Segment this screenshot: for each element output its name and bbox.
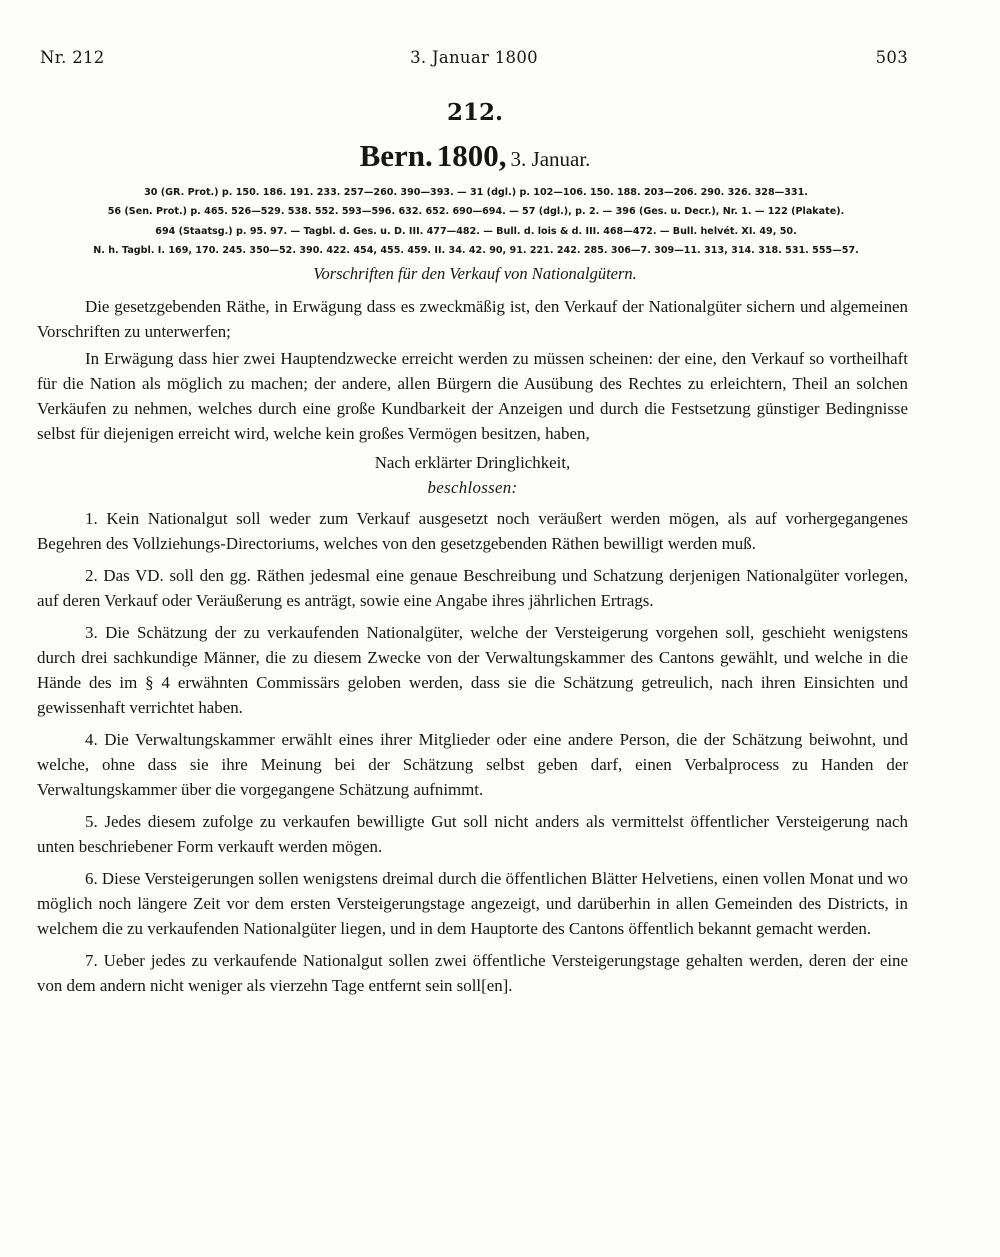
entry-place: Bern.: [359, 138, 433, 173]
document-subtitle: Vorschriften für den Verkauf von Nationalgütern.: [313, 264, 637, 283]
header-date: 3. Januar 1800: [410, 48, 538, 67]
article-paragraph: 5. Jedes diesem zufolge zu verkaufen bewilligte Gut soll nicht anders als vermittelst öffentlicher Versteigerung nach unten beschriebener Form verkauft werden mögen.: [37, 812, 908, 856]
running-header: [40, 48, 908, 72]
entry-number: 212.: [446, 99, 504, 126]
source-line: N. h. Tagbl. I. 169, 170. 245. 350—52. 390. 422. 454, 455. 459. II. 34. 42. 90, 91. 221. 242. 285. 306—7. 309—11. 313, 314. 318. 531. 555—57.: [93, 245, 859, 257]
entry-title: [0, 138, 950, 180]
urgency-clause: Nach erklärter Dringlichkeit,: [374, 453, 571, 472]
source-line: 694 (Staatsg.) p. 95. 97. — Tagbl. d. Ges. u. D. III. 477—482. — Bull. d. lois & d. III. 468—472. — Bull. helvét. XI. 49, 50.: [155, 225, 797, 237]
entry-year: 1800,: [436, 138, 507, 173]
page-number: 503: [875, 48, 908, 67]
article-paragraph: 4. Die Verwaltungskammer erwählt eines ihrer Mitglieder oder eine andere Person, die der Schätzung beiwohnt, und welche, ohne dass sie ihre Meinung bei der Schätzung selbst geben darf, einen Verbalprocess zu Handen der Verwaltungskammer über die vorgegangene Schätzung aufnimmt.: [37, 730, 908, 799]
article-paragraph: 6. Diese Versteigerungen sollen wenigstens dreimal durch die öffentlichen Blätter Helvetiens, einen vollen Monat und wo möglich noch längere Zeit vor dem ersten Versteigerungstage angezeigt, und darüberhin in allen Gemeinden des Districts, in welchem die zu verkaufenden Nationalgüter liegen, und in dem Hauptorte des Cantons öffentlich bekannt gemacht werden.: [37, 869, 908, 938]
decided-clause: beschlossen:: [427, 478, 518, 497]
preamble-paragraph: Die gesetzgebenden Räthe, in Erwägung dass es zweckmäßig ist, den Verkauf der Nationalgüter sichern und algemeinen Vorschriften zu unterwerfen;: [37, 297, 908, 341]
source-references: [36, 183, 916, 261]
source-line: 56 (Sen. Prot.) p. 465. 526—529. 538. 552. 593—596. 632. 652. 690—694. — 57 (dgl.), p. 2. — 396 (Ges. u. Decr.), Nr. 1. — 122 (Plakate).: [107, 206, 845, 218]
source-line: 30 (GR. Prot.) p. 150. 186. 191. 233. 257—260. 390—393. — 31 (dgl.) p. 102—106. 150. 188. 203—206. 290. 326. 328—331.: [144, 187, 808, 198]
article-paragraph: 3. Die Schätzung der zu verkaufenden Nationalgüter, welche der Versteigerung vorgehen soll, geschieht wenigstens durch drei sachkundige Männer, die zu diesem Zwecke von der Verwaltungskammer des Cantons gewählt, und welche in die Hände des im § 4 erwähnten Commissärs geloben werden, dass sie die Schätzung getreulich, nach ihren Einsichten und gewissenhaft verrichtet haben.: [37, 623, 908, 717]
entry-date: 3. Januar.: [510, 147, 591, 171]
article-paragraph: 1. Kein Nationalgut soll weder zum Verkauf ausgesetzt noch veräußert werden mögen, als auf vorhergegangenes Begehren des Vollziehungs-Directoriums, welches von den gesetzgebenden Räthen bewilligt werden muß.: [37, 509, 908, 553]
preamble-paragraph: In Erwägung dass hier zwei Hauptendzwecke erreicht werden zu müssen scheinen: der eine, den Verkauf so vortheilhaft für die Nation als möglich zu machen; der andere, allen Bürgern die Ausübung des Rechtes zu erleichtern, Theil an solchen Verkäufen zu nehmen, welches durch eine große Kundbarkeit der Anzeigen und durch die Festsetzung günstiger Bedingnisse selbst für diejenigen erreicht wird, welche kein großes Vermögen besitzen, haben,: [37, 349, 908, 443]
article-paragraph: 7. Ueber jedes zu verkaufende Nationalgut sollen zwei öffentliche Versteigerungstage gehalten werden, deren der eine von dem andern nicht weniger als vierzehn Tage entfernt sein soll[en].: [37, 951, 908, 995]
header-entry-number: Nr. 212: [40, 48, 105, 67]
article-paragraph: 2. Das VD. soll den gg. Räthen jedesmal eine genaue Beschreibung und Schatzung derjenigen Nationalgüter vorlegen, auf deren Verkauf oder Veräußerung es anträgt, sowie eine Angabe ihres jährlichen Ertrags.: [37, 566, 908, 610]
document-body: [37, 294, 908, 1005]
